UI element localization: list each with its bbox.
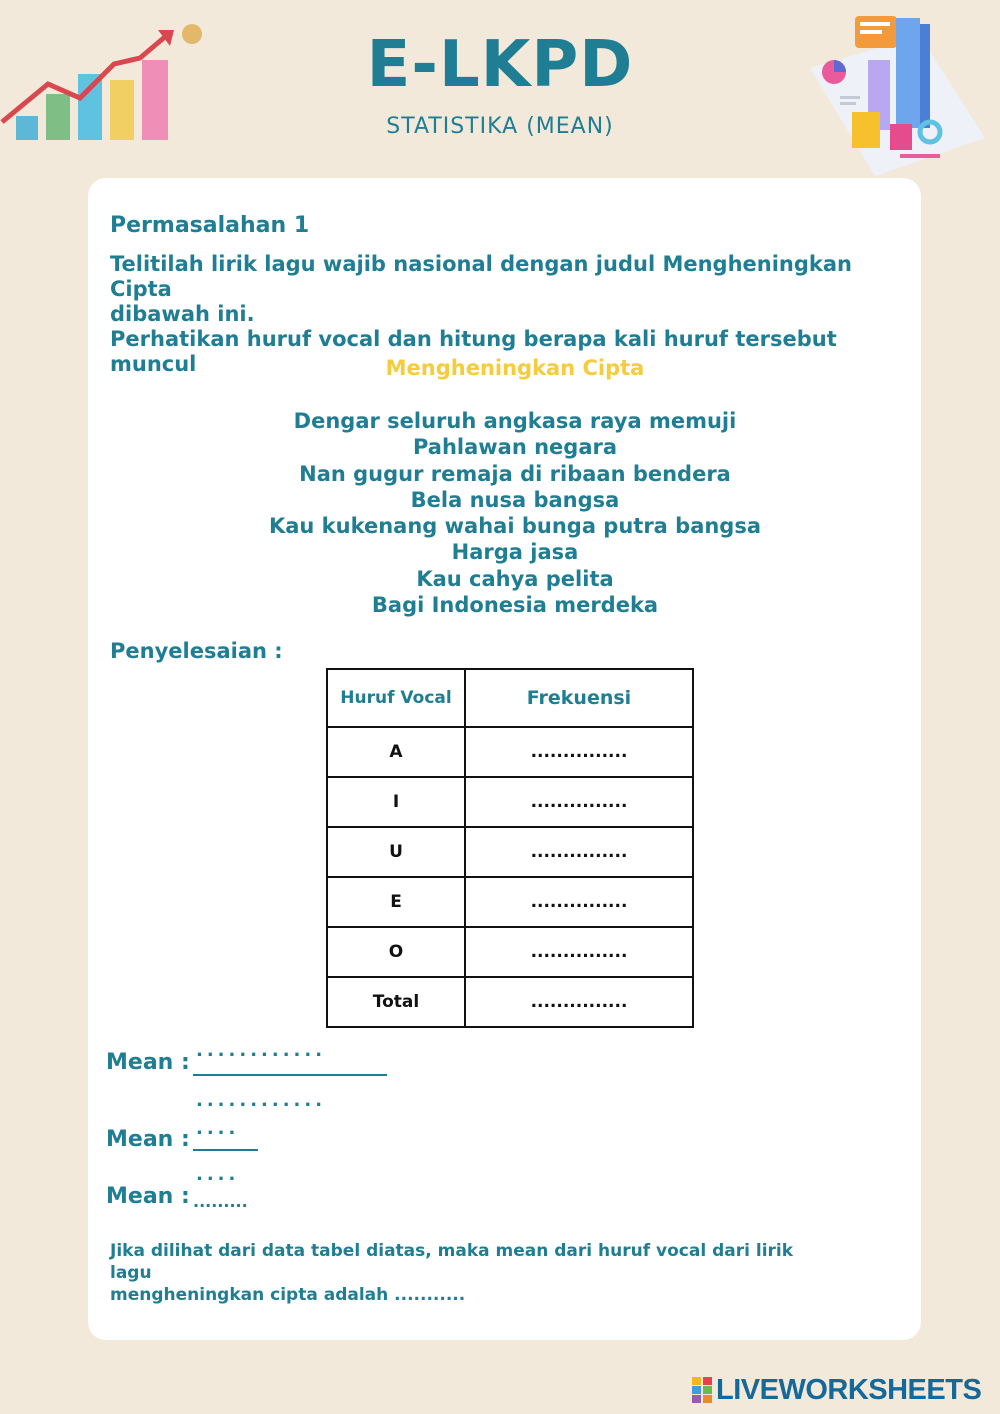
lyric-line: Bagi Indonesia merdeka <box>371 593 659 618</box>
mean-numerator-field[interactable]: .... <box>196 1118 240 1139</box>
fraction-line <box>193 1149 258 1151</box>
conclusion-answer-line[interactable]: mengheningkan cipta adalah ........... <box>110 1285 466 1305</box>
lyric-line: Bela nusa bangsa <box>410 487 620 512</box>
lyric-line: Dengar seluruh angkasa raya memuji <box>293 409 737 433</box>
lyric-line: Kau cahya pelita <box>416 566 614 591</box>
vowel-cell: A <box>327 727 465 777</box>
table-row <box>327 827 693 877</box>
vowel-cell: O <box>327 927 465 977</box>
table-row <box>327 977 693 1027</box>
problem-heading: Permasalahan 1 <box>110 213 310 238</box>
liveworksheets-brand[interactable] <box>692 1373 981 1407</box>
frequency-answer-field[interactable]: ............... <box>465 927 693 977</box>
mean-numerator-field[interactable]: ............ <box>196 1040 327 1061</box>
lyric-line: Pahlawan negara <box>412 435 618 460</box>
table-row <box>327 727 693 777</box>
instruction-line: Perhatikan huruf vocal dan hitung berapa kali huruf tersebut muncul <box>110 327 837 376</box>
page-title: E-LKPD <box>366 28 634 102</box>
vowel-cell: I <box>327 777 465 827</box>
liveworksheets-logo-icon <box>692 1377 712 1403</box>
frequency-answer-field[interactable]: ............... <box>465 877 693 927</box>
table-header-row <box>327 669 693 727</box>
table-row <box>327 927 693 977</box>
lyric-line: Harga jasa <box>451 540 579 565</box>
mean-label: Mean : <box>106 1184 190 1209</box>
mean-label: Mean : <box>106 1127 190 1152</box>
mean-denominator-field[interactable]: ............ <box>196 1090 327 1111</box>
song-lyrics <box>0 408 1000 618</box>
instruction-line: Telitilah lirik lagu wajib nasional dengan judul Mengheningkan Cipta <box>110 252 852 301</box>
total-cell: Total <box>327 977 465 1027</box>
vowel-cell: U <box>327 827 465 877</box>
page-subtitle: STATISTIKA (MEAN) <box>386 114 614 139</box>
conclusion-line: Jika dilihat dari data tabel diatas, maka mean dari huruf vocal dari lirik lagu <box>110 1241 794 1283</box>
brand-name: LIVEWORKSHEETS <box>716 1373 982 1406</box>
lyric-line: Nan gugur remaja di ribaan bendera <box>299 461 731 486</box>
solution-label: Penyelesaian : <box>110 639 283 663</box>
song-title: Mengheningkan Cipta <box>385 356 645 380</box>
instruction-line: dibawah ini. <box>110 302 255 326</box>
table-row <box>327 877 693 927</box>
vowel-cell: E <box>327 877 465 927</box>
mean-label: Mean : <box>106 1050 190 1075</box>
fraction-line <box>193 1074 387 1076</box>
lyric-line: Kau kukenang wahai bunga putra bangsa <box>268 514 762 539</box>
table-row <box>327 777 693 827</box>
column-header-frequency: Frekuensi <box>465 669 693 727</box>
frequency-table <box>326 668 694 1028</box>
frequency-answer-field[interactable]: ............... <box>465 727 693 777</box>
mean-denominator-field[interactable]: .... <box>196 1164 240 1185</box>
conclusion-text <box>110 1240 830 1306</box>
frequency-answer-field[interactable]: ............... <box>465 777 693 827</box>
column-header-vowel: Huruf Vocal <box>327 669 465 727</box>
frequency-answer-field[interactable]: ............... <box>465 827 693 877</box>
total-answer-field[interactable]: ............... <box>465 977 693 1027</box>
mean-result-field[interactable]: ......... <box>193 1192 248 1211</box>
